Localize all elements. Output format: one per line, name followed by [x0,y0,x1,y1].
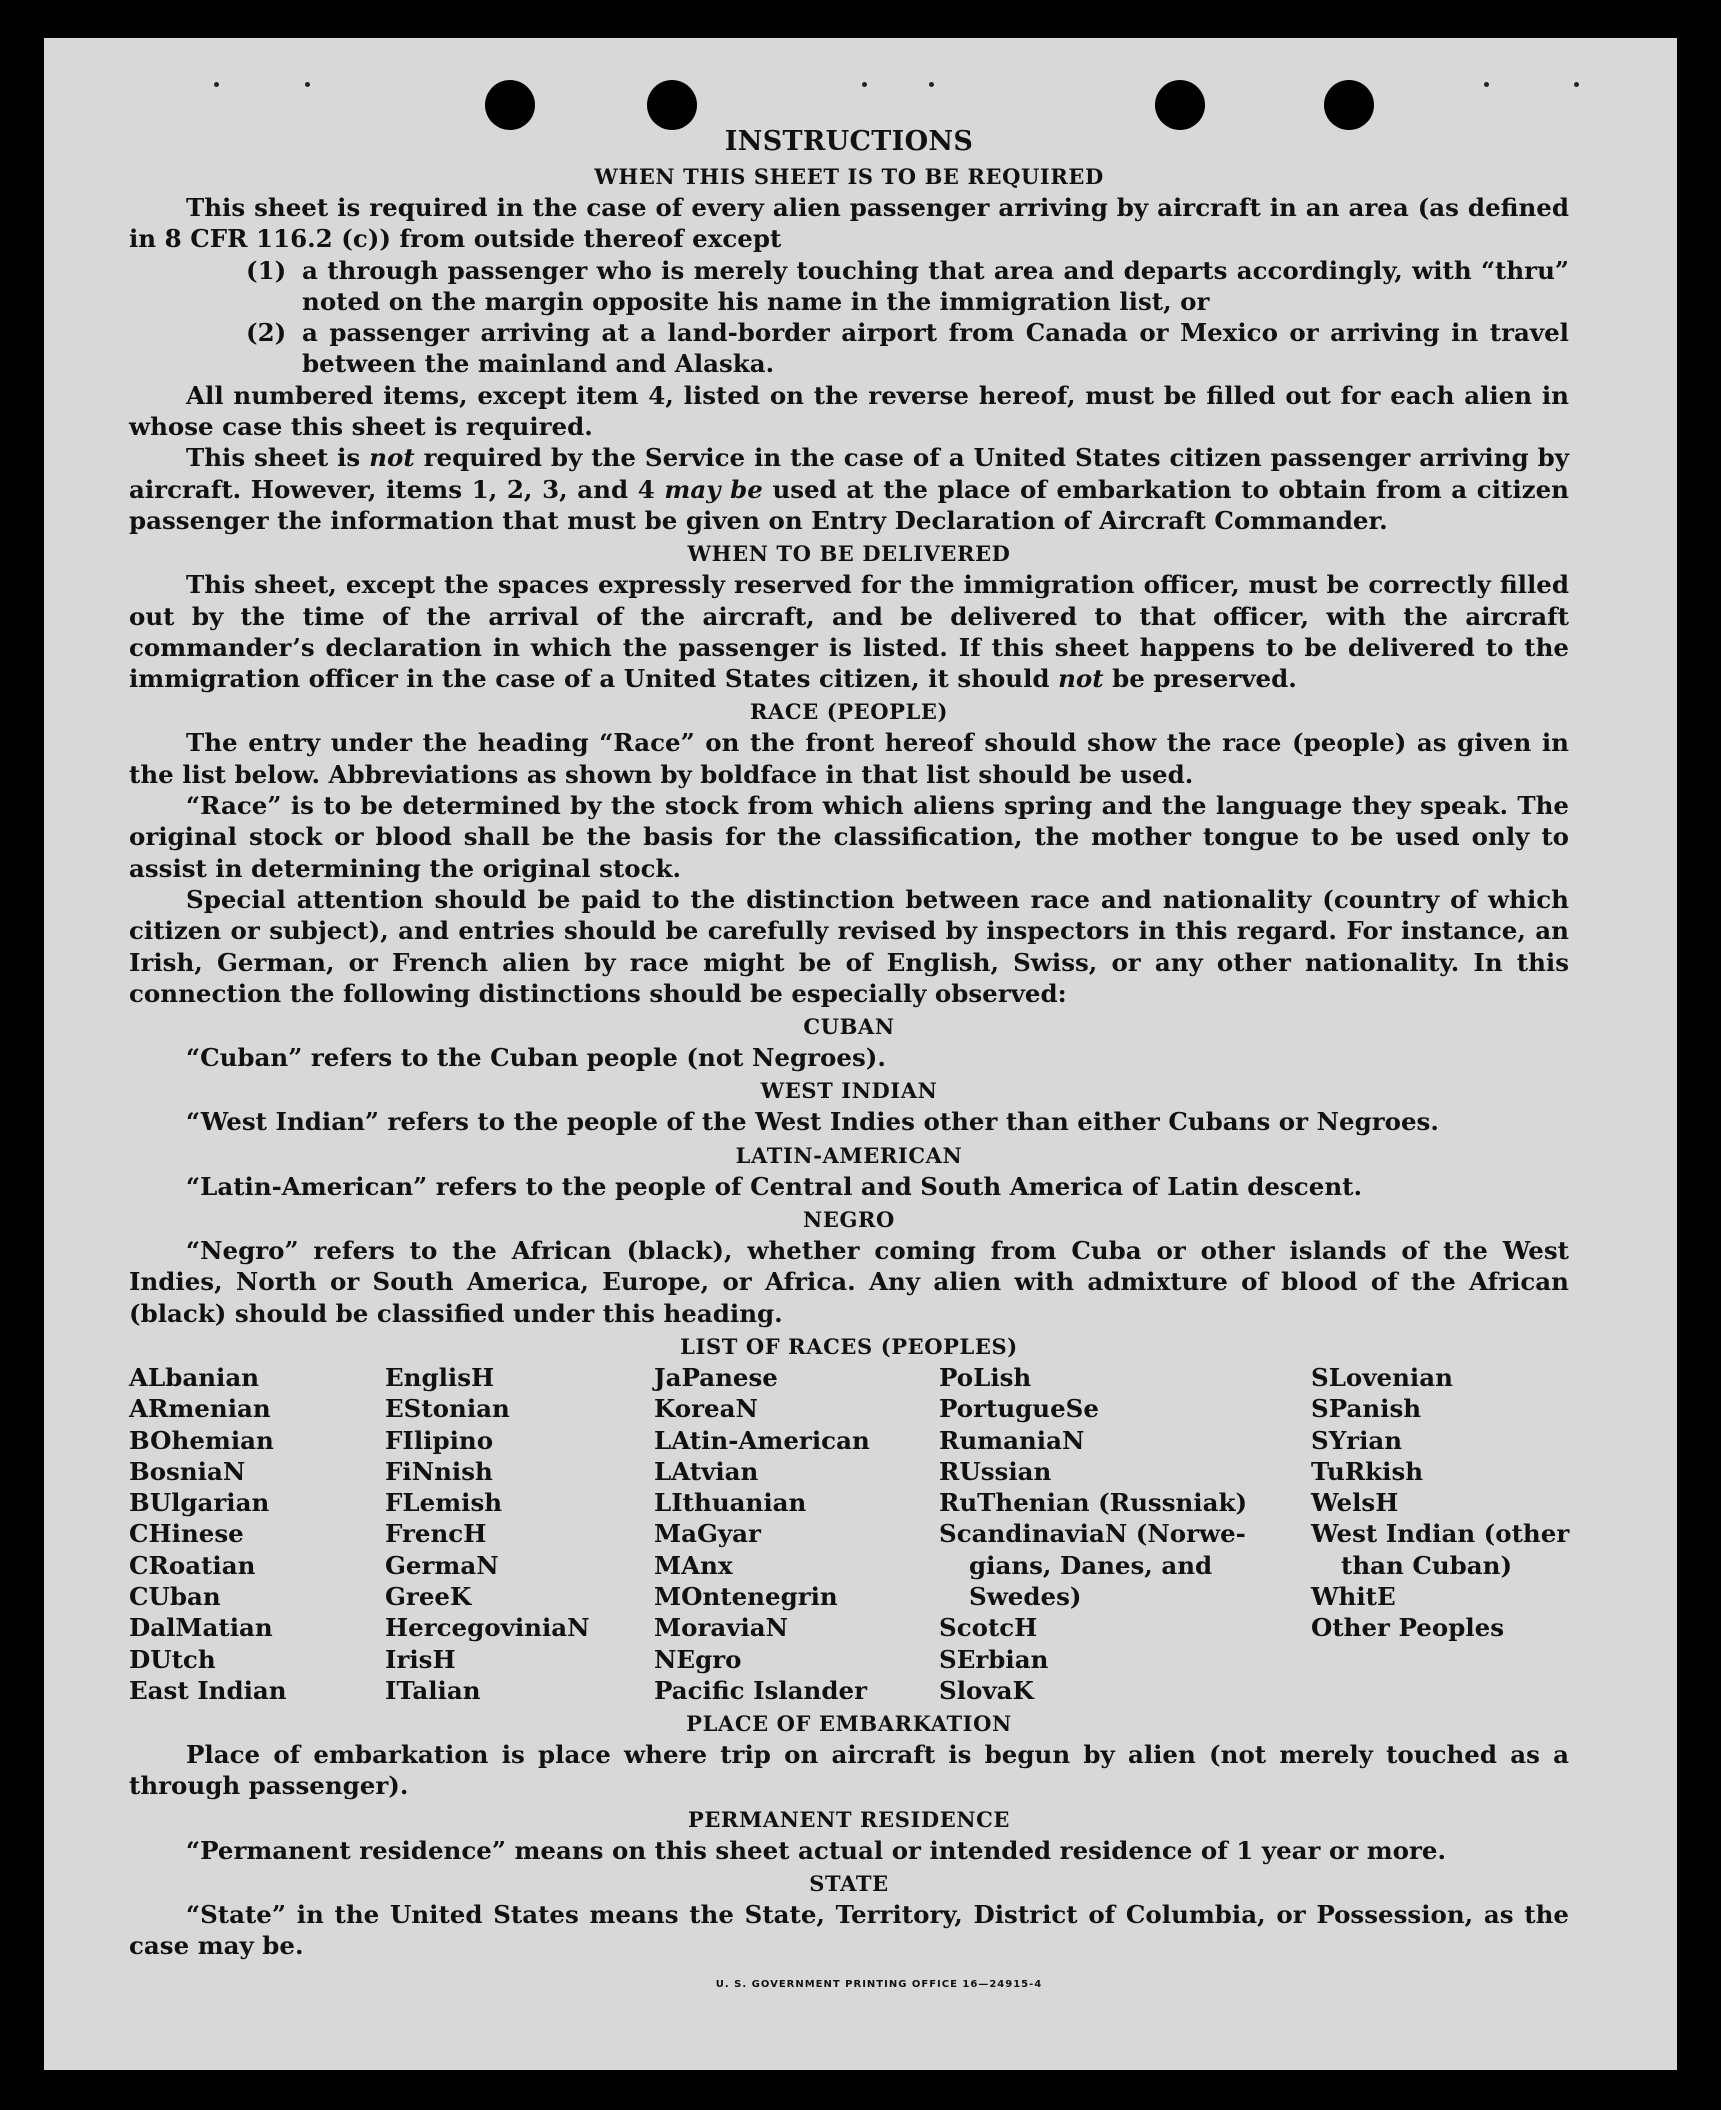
races-column-4 [939,1362,1247,1706]
race-item: FLemish [385,1488,503,1518]
instructions-body [129,125,1569,2001]
race-item: DalMatian [129,1613,273,1643]
section-heading-required: WHEN THIS SHEET IS TO BE REQUIRED [594,164,1104,189]
paragraph-state: “State” in the United States means the State, Territory, District of Columbia, or Possession, as the case may be. [129,1899,1569,1961]
race-item: DUtch [129,1644,216,1674]
race-item: LIthuanian [654,1488,807,1518]
race-item: RUssian [939,1456,1052,1486]
section-heading-embarkation: PLACE OF EMBARKATION [686,1710,1012,1736]
race-item: than Cuban) [1341,1550,1513,1580]
exception-item-2 [129,317,1569,380]
race-item: East Indian [129,1675,287,1705]
section-heading-negro: NEGRO [803,1207,895,1233]
race-item: GermaN [385,1550,499,1580]
exception-text: a passenger arriving at a land-border airport from Canada or Mexico or arriving in travel between the mainland and Alaska. [302,318,1569,379]
race-item: CHinese [129,1519,244,1549]
emphasis-text: may be [664,474,763,504]
race-item: ARmenian [129,1394,271,1424]
text-run: This sheet, except the spaces expressly reserved for the immigration officer, must be correctly filled out by the time of the arrival of the aircraft, and be delivered to that officer, with the aircraft commander’s declaration in which the passenger is listed. If this sheet happens to be delivered to the immigration officer in the case of a United States citizen, it should [129,570,1569,694]
printing-office-footer: U. S. GOVERNMENT PRINTING OFFICE 16—24915-4 [715,1979,1043,1991]
punch-hole [485,80,535,130]
race-item: CUban [129,1581,221,1611]
race-item: KoreaN [654,1394,758,1424]
text-run: used at the place of embarkation to obtain from a citizen passenger the information that must be given on Entry Declaration of Aircraft Commander. [129,474,1569,535]
paragraph-embarkation: Place of embarkation is place where trip on aircraft is begun by alien (not merely touched as a through passenger). [129,1739,1569,1801]
race-item: Swedes) [969,1581,1082,1611]
race-item: BosniaN [129,1456,246,1486]
races-column-3 [654,1362,870,1706]
race-item: ALbanian [129,1362,260,1392]
races-column-1 [129,1362,287,1706]
page-title: INSTRUCTIONS [724,126,974,157]
section-heading-residence: PERMANENT RESIDENCE [687,1806,1011,1832]
paragraph-delivered [129,569,1569,694]
race-item: Pacific Islander [654,1675,867,1705]
exception-number: (2) [246,318,287,348]
paragraph-race-3: Special attention should be paid to the distinction between race and nationality (country of which citizen or subject), and entries should be carefully revised by inspectors in this regard. For instance, an Irish, German, or French alien by race might be of English, Swiss, or any other nationality. In this connection the following distinctions should be especially observed: [129,884,1569,1008]
section-heading-delivered: WHEN TO BE DELIVERED [687,541,1011,567]
race-item: NEgro [654,1644,742,1674]
race-item: West Indian (other [1311,1519,1570,1549]
paragraph-race-1: The entry under the heading “Race” on the front hereof should show the race (people) as given in the list below. Abbreviations as shown by boldface in that list should be used. [129,728,1569,789]
race-item: GreeK [385,1581,472,1611]
speck [214,82,219,87]
race-item: WhitE [1311,1581,1396,1611]
race-item: HercegoviniaN [385,1613,590,1643]
speck [1484,82,1489,87]
emphasis-text: not [369,443,415,473]
race-item: CRoatian [129,1550,256,1580]
race-item: FrencH [385,1519,487,1549]
paragraph-cuban: “Cuban” refers to the Cuban people (not Negroes). [186,1043,886,1073]
text-run: This sheet is [186,443,370,473]
race-item: Other Peoples [1311,1613,1505,1643]
speck [1574,82,1579,87]
race-item: MaGyar [654,1519,761,1549]
exception-number: (1) [246,255,287,285]
race-item: SErbian [939,1644,1049,1674]
race-item: SYrian [1311,1425,1403,1455]
race-item: EStonian [385,1394,510,1424]
race-item: ScandinaviaN (Norwe- [939,1519,1246,1549]
section-heading-state: STATE [809,1870,889,1896]
emphasis-text: not [1058,664,1104,694]
race-item: SPanish [1311,1394,1422,1424]
section-heading-latin-american: LATIN-AMERICAN [735,1142,963,1168]
punch-hole [1155,80,1205,130]
punch-hole [1324,80,1374,130]
exception-text: a through passenger who is merely touching that area and departs accordingly, with “thru” noted on the margin opposite his name in the immigration list, or [302,255,1569,316]
paragraph-negro: “Negro” refers to the African (black), whether coming from Cuba or other islands of the West Indies, North or South America, Europe, or Africa. Any alien with admixture of blood of the African (black) should be classified under this heading. [129,1236,1569,1328]
paragraph-numbered-items: All numbered items, except item 4, listed on the reverse hereof, must be filled out for each alien in whose case this sheet is required. [129,380,1569,442]
punch-hole [647,80,697,130]
paragraph-residence: “Permanent residence” means on this sheet actual or intended residence of 1 year or more. [186,1835,1447,1865]
race-item: JaPanese [654,1362,778,1392]
text-run: required by the Service in the case of a United States citizen passenger arriving by aircraft. However, items 1, 2, 3, and 4 [129,443,1569,504]
race-item: FiNnish [385,1456,493,1486]
race-item: RumaniaN [939,1425,1085,1455]
section-heading-west-indian: WEST INDIAN [760,1078,938,1104]
race-item: RuThenian (Russniak) [939,1488,1248,1518]
race-item: WelsH [1311,1488,1399,1518]
section-heading-race: RACE (PEOPLE) [749,699,949,725]
race-item: EnglisH [385,1362,495,1392]
speck [305,82,310,87]
race-item: LAtin-American [654,1425,870,1455]
races-list [129,1362,1569,1705]
race-item: IrisH [385,1644,456,1674]
race-item: BUlgarian [129,1488,270,1518]
race-item: ITalian [385,1675,481,1705]
race-item: MAnx [654,1550,733,1580]
races-column-5 [1311,1362,1569,1644]
document-page [44,38,1677,2070]
race-item: PoLish [939,1362,1032,1392]
section-heading-list-of-races: LIST OF RACES (PEOPLES) [680,1333,1018,1359]
paragraph-required-intro: This sheet is required in the case of every alien passenger arriving by aircraft in an area (as defined in 8 CFR 116.2 (c)) from outside thereof except [129,193,1569,254]
race-item: TuRkish [1311,1456,1424,1486]
paragraph-latin-american: “Latin-American” refers to the people of Central and South America of Latin descent. [186,1171,1362,1201]
race-item: gians, Danes, and [969,1550,1213,1580]
race-item: PortugueSe [939,1394,1099,1424]
paragraph-west-indian: “West Indian” refers to the people of the West Indies other than either Cubans or Negroes. [186,1107,1439,1137]
paragraph-citizen-passenger [129,442,1569,536]
exception-item-1 [129,255,1569,318]
race-item: LAtvian [654,1456,759,1486]
speck [862,82,867,87]
race-item: SLovenian [1311,1362,1453,1392]
race-item: ScotcH [939,1613,1038,1643]
paragraph-race-2: “Race” is to be determined by the stock from which aliens spring and the language they speak. The original stock or blood shall be the basis for the classification, the mother tongue to be used only to assist in determining the original stock. [129,791,1569,883]
race-item: MOntenegrin [654,1581,838,1611]
race-item: SlovaK [939,1675,1034,1705]
race-item: FIlipino [385,1425,494,1455]
speck [929,82,934,87]
race-item: MoraviaN [654,1613,789,1643]
race-item: BOhemian [129,1425,274,1455]
text-run: be preserved. [1103,664,1297,694]
section-heading-cuban: CUBAN [803,1014,895,1040]
races-column-2 [385,1362,590,1706]
